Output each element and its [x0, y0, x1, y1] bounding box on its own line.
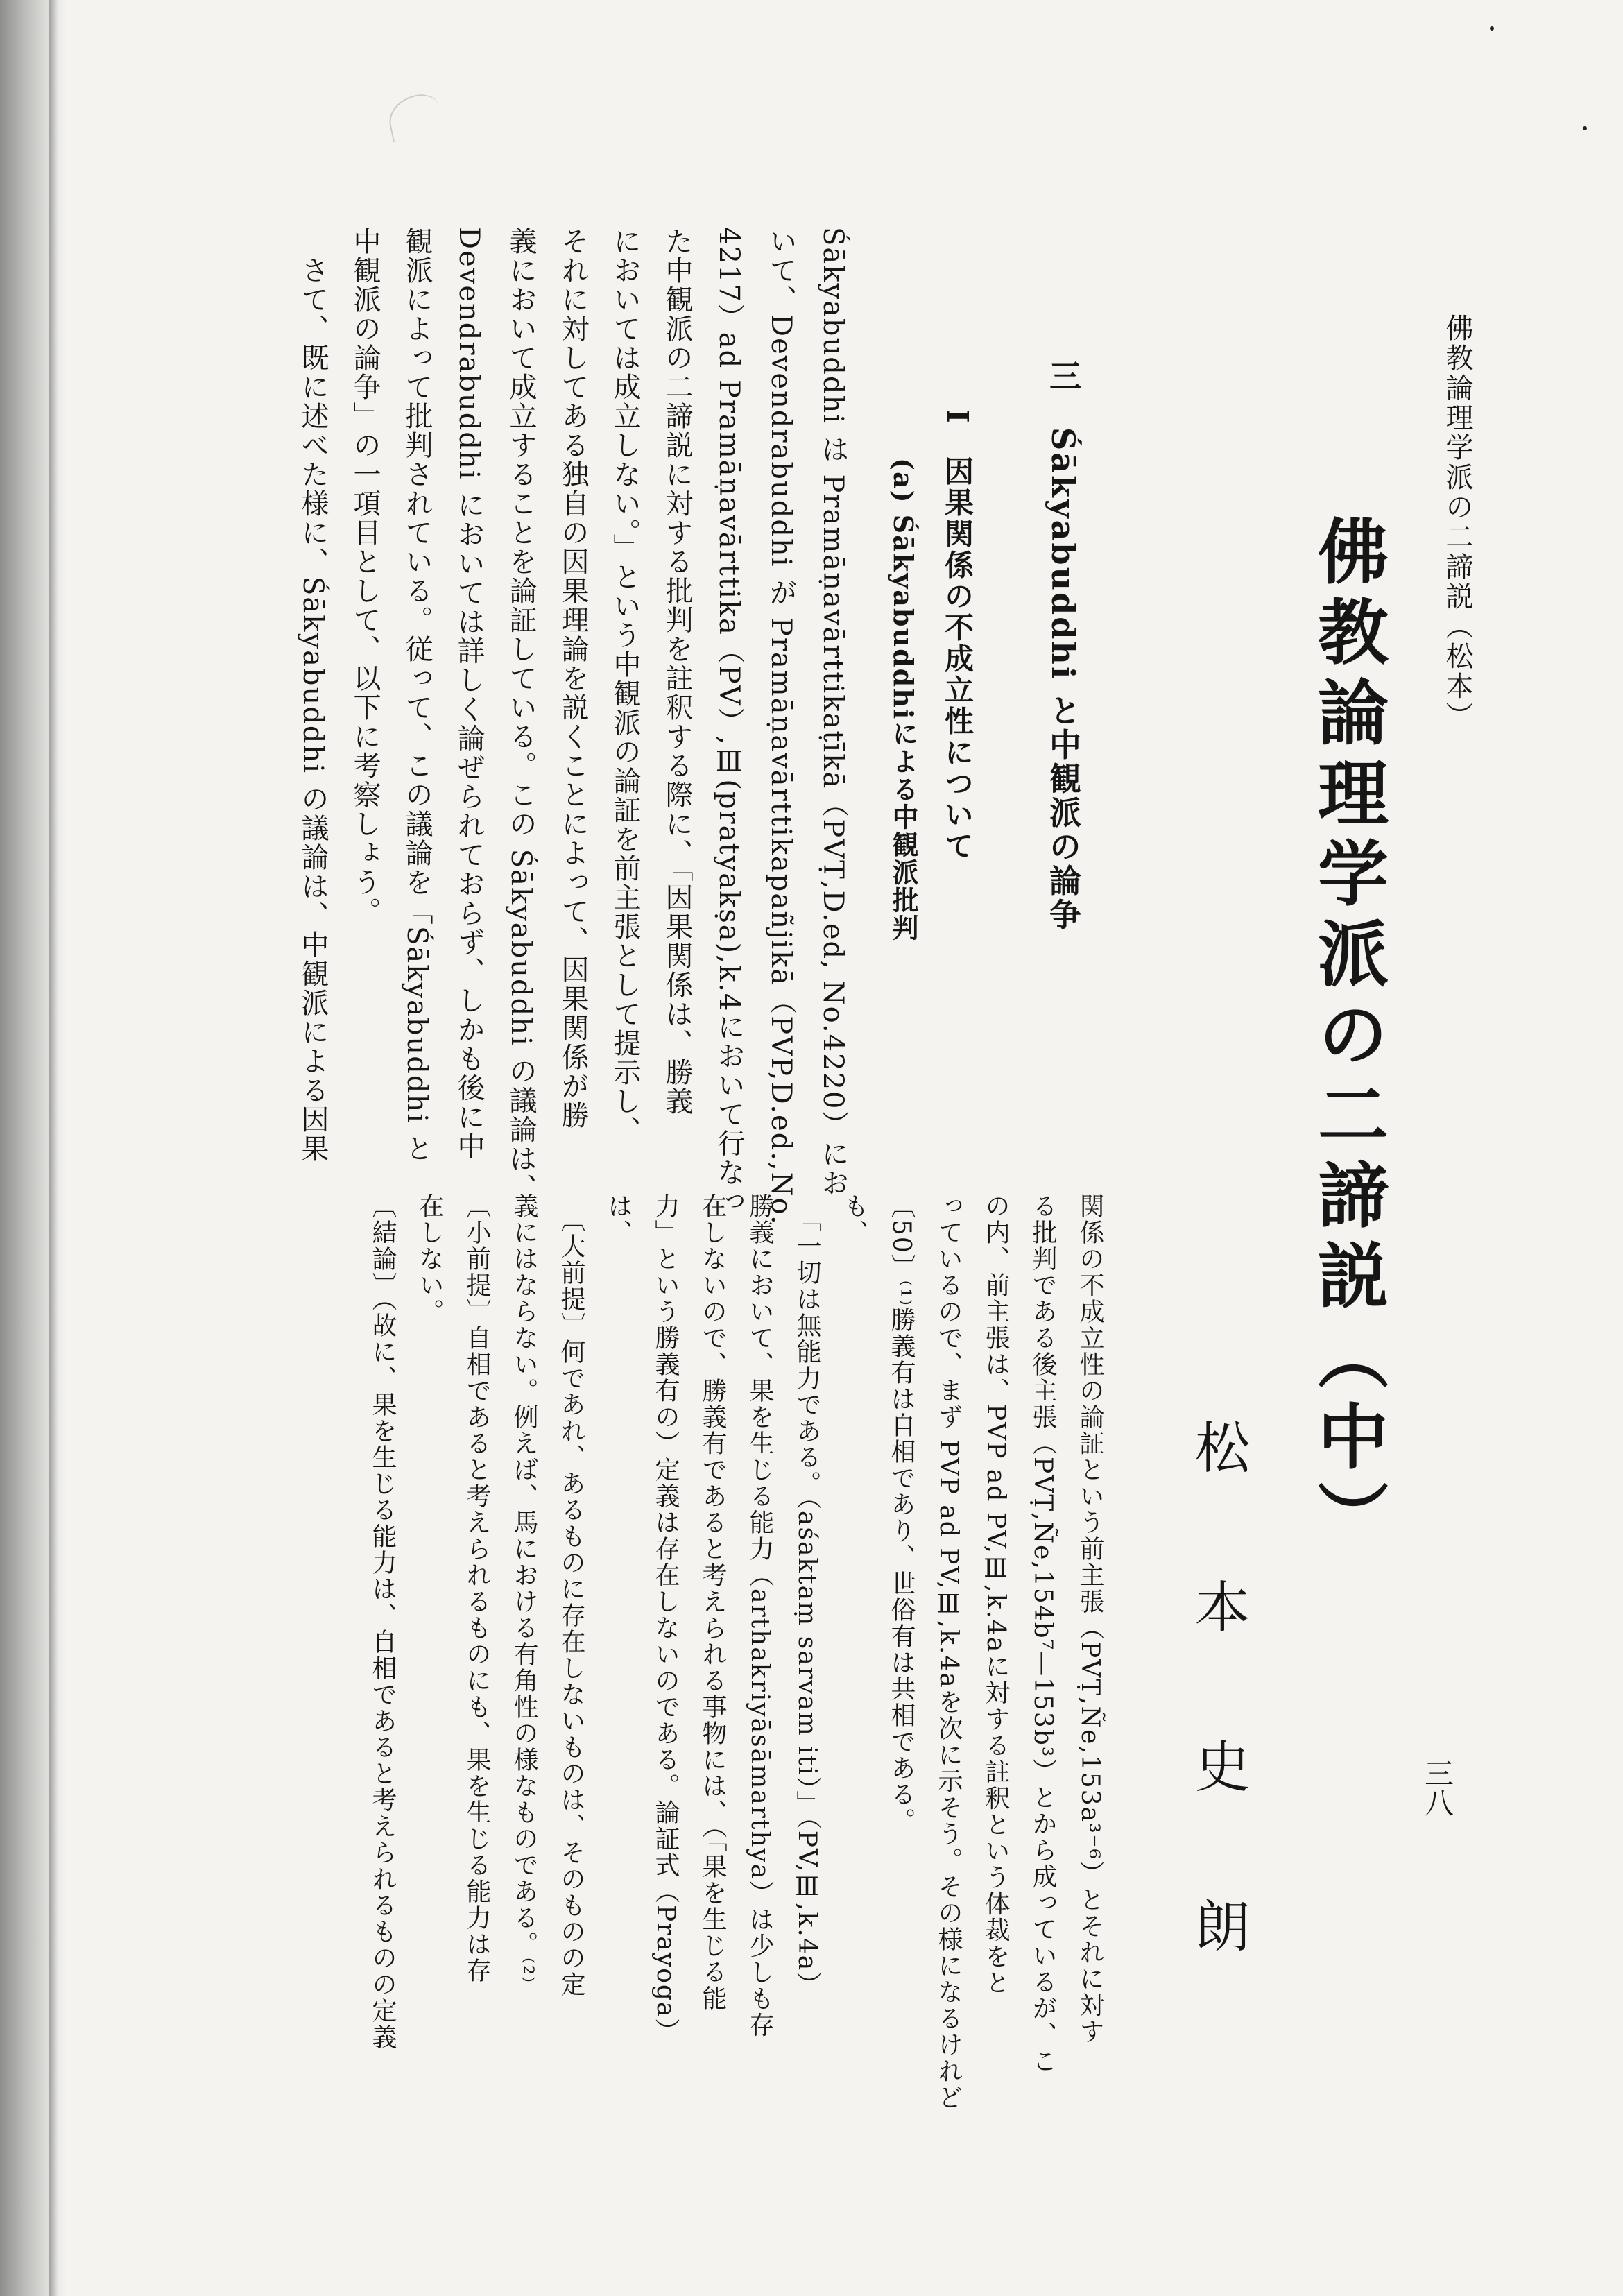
running-header: 佛教論理学派の二諦説（松本） — [1441, 314, 1473, 731]
lower-line: 関係の不成立性の論証という前主張（PVṬ,Ñe,153a³⁻⁶）とそれに対す — [1076, 1193, 1104, 2045]
lower-line: は、 — [604, 1193, 633, 1246]
lower-line: も、 — [840, 1193, 868, 1246]
lower-line: る批判である後主張（PVṬ,Ñe,154b⁷—153b³）とから成っているが、こ — [1029, 1193, 1057, 2075]
upper-line: 義において成立することを論証している。この Śākyabuddhi の議論は、 — [505, 227, 537, 1203]
upper-line: た中観派の二諦説に対する批判を註釈する際に、「因果関係は、勝義 — [661, 227, 693, 1116]
scan-smudge — [385, 91, 445, 142]
lower-line: 〔50〕⁽¹⁾勝義有は自相であり、世俗有は共相である。 — [887, 1193, 916, 1834]
lower-line: 〔結論〕（故に、果を生じる能力は、自相であると考えられるものの定義 — [368, 1193, 397, 2050]
scan-edge-shadow — [0, 0, 66, 2296]
upper-line: 中観派の論争」の一項目として、以下に考察しょう。 — [349, 227, 381, 926]
lower-line: 「一切は無能力である。（aśaktaṃ sarvam iti）」（PV,Ⅲ,k.4a） — [793, 1193, 821, 1998]
lower-line: 在しないので、勝義有であると考えられる事物には、（「果を生じる能 — [698, 1193, 727, 2012]
lower-line: 〔小前提〕自相であると考えられるものにも、果を生じる能力は存 — [463, 1193, 491, 1984]
upper-line: Śākyabuddhi は Pramāṇavārttikaṭīkā（PVṬ,D.ed, No.4220）にお — [817, 227, 849, 1198]
upper-line: 4217）ad Pramāṇavārttika（PV）,Ⅲ(pratyakṣa),k.4において行なっ — [713, 227, 745, 1217]
page-number: 三八 — [1420, 1758, 1454, 1817]
author-name: 松本史朗 — [1185, 1419, 1250, 2057]
upper-line: それに対してある独自の因果理論を説くことによって、因果関係が勝 — [557, 227, 589, 1130]
sub-subsection-heading: (a) Śākyabuddhiによる中観派批判 — [888, 458, 919, 943]
upper-line: さて、既に述べた様に、Śākyabuddhi の議論は、中観派による因果 — [297, 227, 329, 1163]
scan-speck — [1583, 126, 1587, 130]
upper-line: 観派によって批判されている。従って、この議論を「Śākyabuddhi と — [401, 227, 433, 1163]
subsection-heading: I 因果関係の不成立性について — [941, 409, 974, 862]
upper-line: Devendrabuddhi においては詳しく論ぜられておらず、しかも後に中 — [453, 227, 485, 1161]
lower-line: 〔大前提〕何であれ、あるものに存在しないものは、そのものの定 — [557, 1193, 585, 1998]
scan-speck — [1490, 26, 1494, 31]
article-title: 佛教論理学派の二諦説（中） — [1306, 515, 1389, 1561]
lower-line: 勝義において、果を生じる能力（arthakriyāsāmarthya）は少しも存 — [746, 1193, 774, 2039]
upper-line: においては成立しない。」という中観派の論証を前主張として提示し、 — [609, 227, 641, 1145]
upper-line: いて、Devendrabuddhi が Pramāṇavārttikapañjikā（PVP,D.ed.,No. — [765, 227, 797, 1226]
lower-line: っているので、まず PVP ad PV,Ⅲ,k.4aを次に示そう。その様になるけれど — [934, 1193, 963, 2111]
lower-line: 義にはならない。例えば、馬における有角性の様なものである。⁽²⁾ — [510, 1193, 538, 1985]
section-heading: 三 Śākyabuddhi と中観派の論争 — [1045, 359, 1082, 932]
lower-line: の内、前主張は、PVP ad PV,Ⅲ,k.4aに対する註釈という体裁をと — [981, 1193, 1010, 1996]
lower-line: 力」という勝義有の）定義は存在しないのである。論証式（Prayoga） — [651, 1193, 680, 2045]
lower-line: 在しない。 — [415, 1193, 444, 1325]
